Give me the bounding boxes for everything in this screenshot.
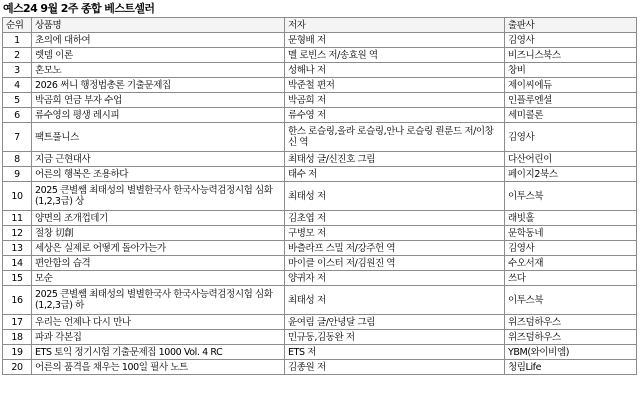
rank-cell: 12 — [3, 226, 32, 241]
author-cell: 구병모 저 — [285, 226, 505, 241]
table-row — [3, 167, 637, 182]
header-publisher: 출판사 — [505, 18, 637, 33]
author-cell: 류수영 저 — [285, 108, 505, 123]
title-cell: 세상은 실제로 어떻게 돌아가는가 — [32, 241, 285, 256]
rank-cell: 15 — [3, 271, 32, 286]
title-cell: 지금 근현대사 — [32, 152, 285, 167]
publisher-cell: 수오서재 — [505, 256, 637, 271]
rank-cell: 18 — [3, 330, 32, 345]
publisher-cell: 다산어린이 — [505, 152, 637, 167]
title-cell: ETS 토익 정기시험 기출문제집 1000 Vol. 4 RC — [32, 345, 285, 360]
author-cell: ETS 저 — [285, 345, 505, 360]
table-body — [3, 33, 637, 375]
publisher-cell: 쓰다 — [505, 271, 637, 286]
publisher-cell: 창비 — [505, 63, 637, 78]
table-row — [3, 211, 637, 226]
author-cell: 박곰희 저 — [285, 93, 505, 108]
table-row — [3, 123, 637, 152]
publisher-cell: 페이지2북스 — [505, 167, 637, 182]
author-cell: 김초엽 저 — [285, 211, 505, 226]
title-cell: 2025 큰별쌤 최태성의 별별한국사 한국사능력검정시험 심화(1,2,3급) 상 — [32, 182, 285, 211]
author-cell: 바츨라프 스밀 저/강주헌 역 — [285, 241, 505, 256]
publisher-cell: 비즈니스북스 — [505, 48, 637, 63]
publisher-cell: 이투스북 — [505, 286, 637, 315]
rank-cell: 20 — [3, 360, 32, 375]
table-row — [3, 182, 637, 211]
author-cell: 김종원 저 — [285, 360, 505, 375]
title-cell: 파과 각본집 — [32, 330, 285, 345]
publisher-cell: 문학동네 — [505, 226, 637, 241]
publisher-cell: 김영사 — [505, 241, 637, 256]
table-row — [3, 241, 637, 256]
title-cell: 박곰희 연금 부자 수업 — [32, 93, 285, 108]
author-cell: 민규동,김동완 저 — [285, 330, 505, 345]
title-cell: 렛뎀 이론 — [32, 48, 285, 63]
header-rank: 순위 — [3, 18, 32, 33]
rank-cell: 11 — [3, 211, 32, 226]
rank-cell: 13 — [3, 241, 32, 256]
author-cell: 한스 로슬링,올라 로슬링,안나 로슬링 뢴룬드 저/이창신 역 — [285, 123, 505, 152]
author-cell: 태수 저 — [285, 167, 505, 182]
rank-cell: 1 — [3, 33, 32, 48]
table-row — [3, 271, 637, 286]
title-cell: 모순 — [32, 271, 285, 286]
table-row — [3, 226, 637, 241]
publisher-cell: 래빗홀 — [505, 211, 637, 226]
table-header-row — [3, 18, 637, 33]
table-row — [3, 93, 637, 108]
author-cell: 윤여림 글/안녕달 그림 — [285, 315, 505, 330]
title-cell: 절창 切創 — [32, 226, 285, 241]
rank-cell: 5 — [3, 93, 32, 108]
publisher-cell: 위즈덤하우스 — [505, 330, 637, 345]
rank-cell: 14 — [3, 256, 32, 271]
page-title: 예스24 9월 2주 종합 베스트셀러 — [3, 2, 155, 15]
author-cell: 박준철 편저 — [285, 78, 505, 93]
publisher-cell: 위즈덤하우스 — [505, 315, 637, 330]
rank-cell: 17 — [3, 315, 32, 330]
header-author: 저자 — [285, 18, 505, 33]
table-row — [3, 286, 637, 315]
publisher-cell: YBM(와이비엠) — [505, 345, 637, 360]
publisher-cell: 인플루엔셜 — [505, 93, 637, 108]
title-cell: 혼모노 — [32, 63, 285, 78]
publisher-cell: 김영사 — [505, 33, 637, 48]
header-title: 상품명 — [32, 18, 285, 33]
table-row — [3, 78, 637, 93]
bestseller-table — [2, 17, 637, 375]
publisher-cell: 세미콜론 — [505, 108, 637, 123]
table-row — [3, 345, 637, 360]
author-cell: 최태성 저 — [285, 182, 505, 211]
publisher-cell: 이투스북 — [505, 182, 637, 211]
title-cell: 편안함의 습격 — [32, 256, 285, 271]
table-row — [3, 48, 637, 63]
table-row — [3, 63, 637, 78]
author-cell: 최태성 글/신진호 그림 — [285, 152, 505, 167]
table-row — [3, 152, 637, 167]
title-cell: 어른의 행복은 조용하다 — [32, 167, 285, 182]
publisher-cell: 김영사 — [505, 123, 637, 152]
author-cell: 마이클 이스터 저/김원진 역 — [285, 256, 505, 271]
title-cell: 양면의 조개껍데기 — [32, 211, 285, 226]
rank-cell: 7 — [3, 123, 32, 152]
title-cell: 2025 큰별쌤 최태성의 별별한국사 한국사능력검정시험 심화(1,2,3급) 하 — [32, 286, 285, 315]
table-row — [3, 256, 637, 271]
rank-cell: 6 — [3, 108, 32, 123]
table-row — [3, 360, 637, 375]
rank-cell: 8 — [3, 152, 32, 167]
author-cell: 멜 로빈스 저/송효원 역 — [285, 48, 505, 63]
author-cell: 최태성 저 — [285, 286, 505, 315]
rank-cell: 2 — [3, 48, 32, 63]
title-cell: 2026 써니 행정법총론 기출문제집 — [32, 78, 285, 93]
rank-cell: 16 — [3, 286, 32, 315]
title-cell: 초의에 대하여 — [32, 33, 285, 48]
rank-cell: 9 — [3, 167, 32, 182]
table-row — [3, 108, 637, 123]
title-cell: 우리는 언제나 다시 만나 — [32, 315, 285, 330]
author-cell: 성해나 저 — [285, 63, 505, 78]
rank-cell: 10 — [3, 182, 32, 211]
publisher-cell: 청림Life — [505, 360, 637, 375]
table-row — [3, 33, 637, 48]
publisher-cell: 제이씨에듀 — [505, 78, 637, 93]
rank-cell: 4 — [3, 78, 32, 93]
table-row — [3, 315, 637, 330]
table-row — [3, 330, 637, 345]
author-cell: 양귀자 저 — [285, 271, 505, 286]
title-cell: 어른의 품격을 채우는 100일 필사 노트 — [32, 360, 285, 375]
author-cell: 문형배 저 — [285, 33, 505, 48]
title-cell: 류수영의 평생 레시피 — [32, 108, 285, 123]
title-cell: 팩트풀니스 — [32, 123, 285, 152]
rank-cell: 3 — [3, 63, 32, 78]
rank-cell: 19 — [3, 345, 32, 360]
